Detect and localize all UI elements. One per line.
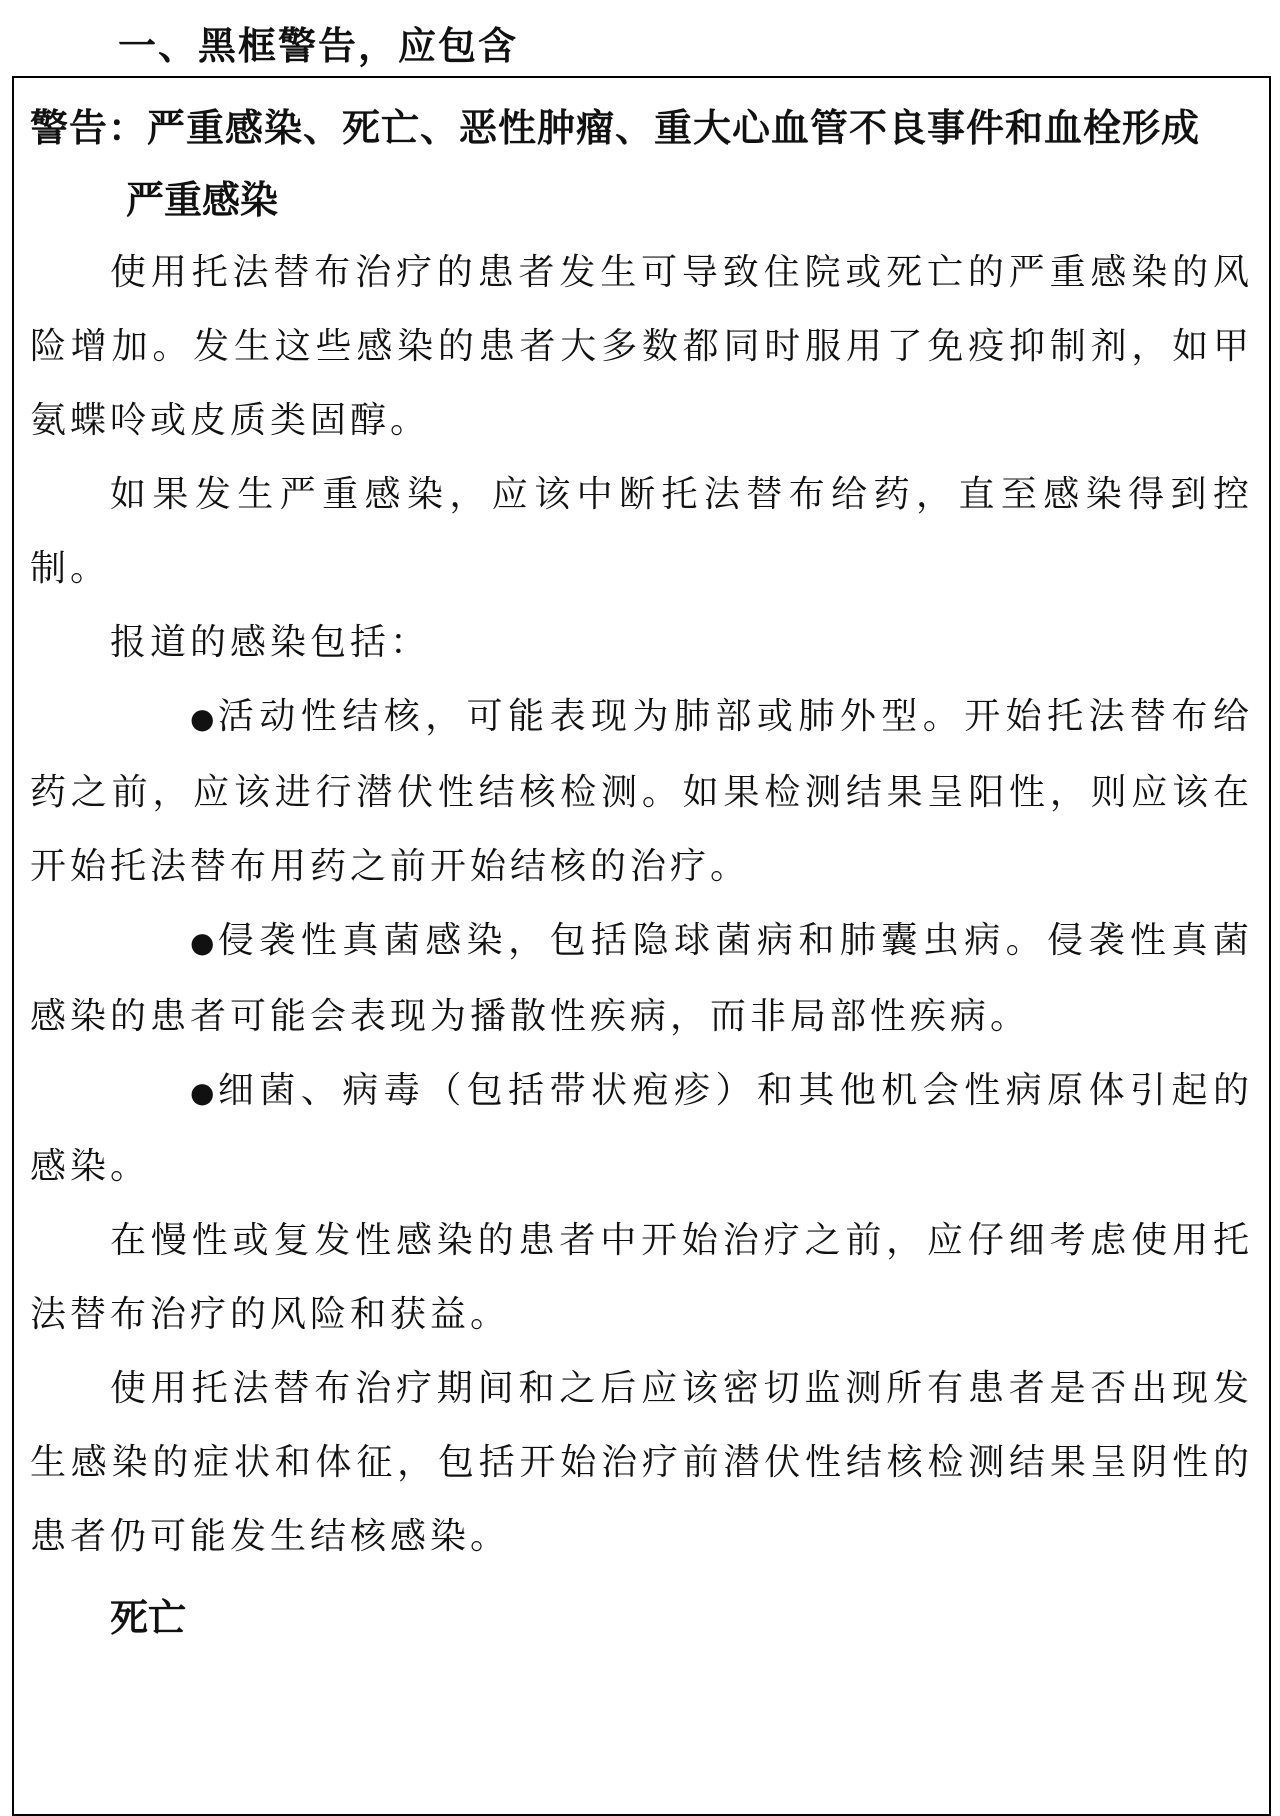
- bullet-item: [30, 1054, 1253, 1204]
- bullet-icon: ●: [190, 926, 215, 959]
- page-heading: 一、黑框警告，应包含: [118, 24, 519, 68]
- bullet-item: [30, 904, 1253, 1054]
- bullet-text: 侵袭性真菌感染，包括隐球菌病和肺囊虫病。侵袭性真菌感染的患者可能会表现为播散性疾病，而非局部性疾病。: [30, 920, 1253, 1037]
- paragraph: 使用托法替布治疗的患者发生可导致住院或死亡的严重感染的风险增加。发生这些感染的患者大多数都同时服用了免疫抑制剂，如甲氨蝶呤或皮质类固醇。: [30, 252, 1253, 441]
- section-heading-death: 死亡: [110, 1596, 187, 1640]
- bullet-text: 细菌、病毒（包括带状疱疹）和其他机会性病原体引起的感染。: [30, 1070, 1253, 1187]
- paragraph: 报道的感染包括：: [110, 622, 431, 663]
- bullet-text: 活动性结核，可能表现为肺部或肺外型。开始托法替布给药之前，应该进行潜伏性结核检测。如果检测结果呈阳性，则应该在开始托法替布用药之前开始结核的治疗。: [30, 696, 1253, 887]
- paragraph: 如果发生严重感染，应该中断托法替布给药，直至感染得到控制。: [30, 474, 1253, 589]
- boxed-warning: [12, 76, 1271, 1816]
- paragraph: 在慢性或复发性感染的患者中开始治疗之前，应仔细考虑使用托法替布治疗的风险和获益。: [30, 1220, 1253, 1335]
- bullet-item: [30, 680, 1253, 904]
- bullet-icon: ●: [190, 702, 215, 735]
- warning-title: 警告：严重感染、死亡、恶性肿瘤、重大心血管不良事件和血栓形成: [30, 106, 1201, 150]
- section-heading-serious-infections: 严重感染: [126, 178, 279, 222]
- bullet-icon: ●: [190, 1076, 215, 1109]
- paragraph: 使用托法替布治疗期间和之后应该密切监测所有患者是否出现发生感染的症状和体征，包括开始治疗前潜伏性结核检测结果呈阴性的患者仍可能发生结核感染。: [30, 1368, 1253, 1557]
